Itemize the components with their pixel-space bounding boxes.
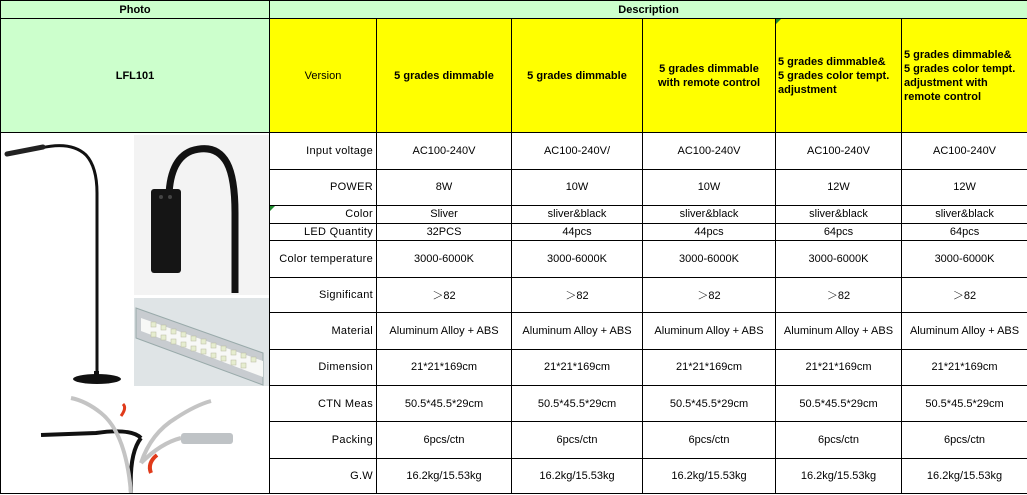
floor-lamp-image: [1, 133, 131, 388]
cell-value: sliver&black: [776, 205, 902, 223]
row-label: Color temperature: [270, 240, 377, 277]
cell-value: 16.2kg/15.53kg: [377, 458, 512, 493]
row-label: CTN Meas: [270, 386, 377, 422]
cell-value: 32PCS: [377, 223, 512, 240]
row-label: Packing: [270, 422, 377, 458]
row-label: [270, 205, 377, 223]
cell-comment-marker: [776, 19, 781, 24]
cell-value: ＞82: [512, 278, 643, 313]
version-5-line-4: remote control: [904, 90, 982, 103]
cell-value: AC100-240V/: [512, 133, 643, 170]
cell-value: 50.5*45.5*29cm: [512, 386, 643, 422]
cell-value: 8W: [377, 170, 512, 205]
cell-value: AC100-240V: [643, 133, 776, 170]
cell-value: 50.5*45.5*29cm: [377, 386, 512, 422]
cell-value: 6pcs/ctn: [902, 422, 1027, 458]
cell-value: 64pcs: [902, 223, 1027, 240]
cell-value: 10W: [643, 170, 776, 205]
cell-value: 21*21*169cm: [776, 349, 902, 385]
cell-value: 3000-6000K: [377, 240, 512, 277]
cell-value: Aluminum Alloy + ABS: [377, 313, 512, 349]
cell-value: 64pcs: [776, 223, 902, 240]
version-cell-1: [377, 19, 512, 133]
cell-value: AC100-240V: [776, 133, 902, 170]
cell-value: 10W: [512, 170, 643, 205]
row-label: Input voltage: [270, 133, 377, 170]
cell-value: AC100-240V: [902, 133, 1027, 170]
cell-value: ＞82: [377, 278, 512, 313]
cell-value: 16.2kg/15.53kg: [643, 458, 776, 493]
cell-value: Aluminum Alloy + ABS: [643, 313, 776, 349]
cell-value: 50.5*45.5*29cm: [776, 386, 902, 422]
cell-value: Sliver: [377, 205, 512, 223]
cell-comment-marker: [270, 206, 275, 211]
row-label: Significant: [270, 278, 377, 313]
cell-value: 3000-6000K: [776, 240, 902, 277]
cell-value: 3000-6000K: [902, 240, 1027, 277]
cell-value: 6pcs/ctn: [643, 422, 776, 458]
version-5-line-3: adjustment with: [904, 76, 988, 89]
cell-value: 6pcs/ctn: [377, 422, 512, 458]
version-3-line-2: with remote control: [657, 76, 761, 89]
cell-value: 12W: [902, 170, 1027, 205]
led-panel-closeup-image: [134, 298, 269, 386]
version-cell-2: [512, 19, 643, 133]
cell-value: 6pcs/ctn: [512, 422, 643, 458]
cell-value: 16.2kg/15.53kg: [776, 458, 902, 493]
version-cell-5: [902, 19, 1027, 133]
version-1-line-1: 5 grades dimmable: [394, 69, 494, 82]
version-4-line-3: adjustment: [778, 83, 837, 96]
row-label: G.W: [270, 458, 377, 493]
cell-value: 16.2kg/15.53kg: [512, 458, 643, 493]
row-label: Dimension: [270, 349, 377, 385]
product-photo-cell: [1, 133, 270, 494]
row-label: POWER: [270, 170, 377, 205]
row-label: LED Quantity: [270, 223, 377, 240]
cell-value: 50.5*45.5*29cm: [643, 386, 776, 422]
version-cell-4: [776, 19, 902, 133]
gooseneck-closeup-image: [134, 135, 269, 295]
cell-value: sliver&black: [512, 205, 643, 223]
cell-value: sliver&black: [643, 205, 776, 223]
flexible-arm-demo-image: [1, 391, 269, 493]
row-label-text: Color: [345, 208, 373, 221]
cell-value: Aluminum Alloy + ABS: [776, 313, 902, 349]
product-photo: [1, 133, 269, 493]
model-name: LFL101: [1, 19, 270, 133]
cell-value: Aluminum Alloy + ABS: [902, 313, 1027, 349]
photo-header: Photo: [1, 1, 270, 19]
version-5-line-2: 5 grades color tempt.: [904, 62, 1016, 75]
version-label: Version: [270, 19, 377, 133]
cell-value: sliver&black: [902, 205, 1027, 223]
version-4-line-1: 5 grades dimmable&: [778, 55, 886, 68]
cell-value: 3000-6000K: [512, 240, 643, 277]
version-row: [1, 19, 1027, 133]
cell-value: 12W: [776, 170, 902, 205]
cell-value: 3000-6000K: [643, 240, 776, 277]
cell-value: 21*21*169cm: [902, 349, 1027, 385]
header-row: [1, 1, 1027, 19]
cell-value: 44pcs: [512, 223, 643, 240]
version-2-line-1: 5 grades dimmable: [527, 69, 627, 82]
cell-value: 21*21*169cm: [512, 349, 643, 385]
version-4-line-2: 5 grades color tempt.: [778, 69, 890, 82]
spec-row-input-voltage: [1, 133, 1027, 170]
cell-value: 21*21*169cm: [643, 349, 776, 385]
version-3-line-1: 5 grades dimmable: [659, 62, 759, 75]
version-cell-3: [643, 19, 776, 133]
cell-value: 16.2kg/15.53kg: [902, 458, 1027, 493]
cell-value: ＞82: [902, 278, 1027, 313]
cell-value: 44pcs: [643, 223, 776, 240]
cell-value: 50.5*45.5*29cm: [902, 386, 1027, 422]
description-header: Description: [270, 1, 1027, 19]
cell-value: 6pcs/ctn: [776, 422, 902, 458]
cell-value: 21*21*169cm: [377, 349, 512, 385]
version-5-line-1: 5 grades dimmable&: [904, 48, 1012, 61]
row-label: Material: [270, 313, 377, 349]
cell-value: ＞82: [776, 278, 902, 313]
cell-value: AC100-240V: [377, 133, 512, 170]
cell-value: Aluminum Alloy + ABS: [512, 313, 643, 349]
cell-value: ＞82: [643, 278, 776, 313]
